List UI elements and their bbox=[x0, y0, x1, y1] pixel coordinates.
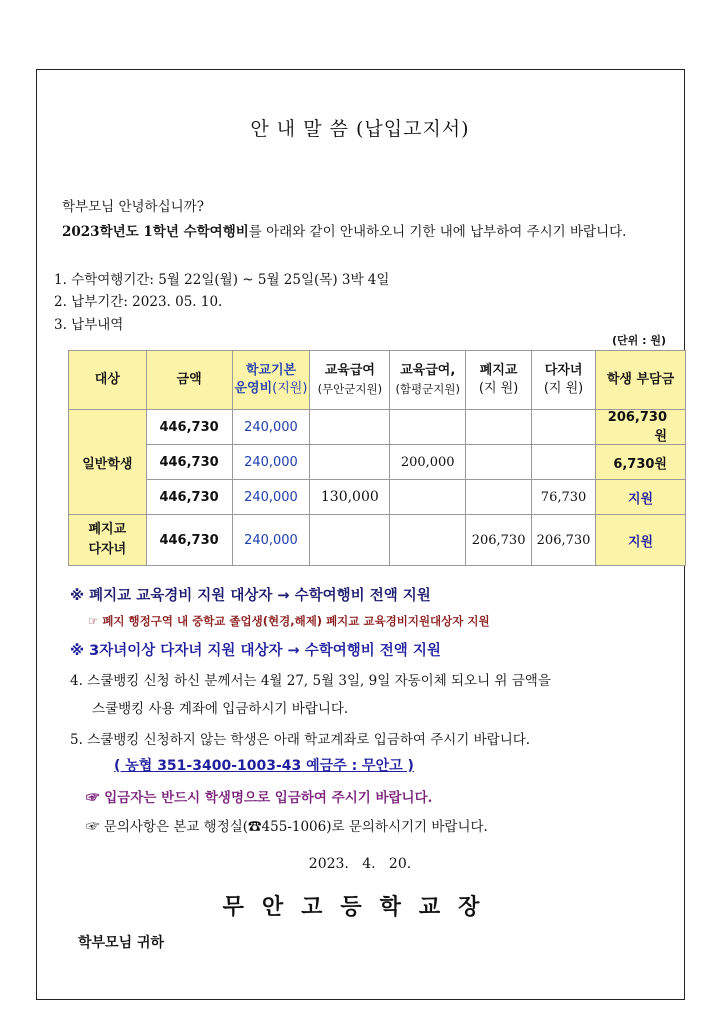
contact-note: ☞ 문의사항은 본교 행정실(☎455-1006)로 문의하시기기 바랍니다. bbox=[86, 819, 488, 835]
cell-closed bbox=[466, 445, 532, 480]
item-payment-period: 2. 납부기간: 2023. 05. 10. bbox=[54, 294, 223, 310]
cell-edu1: 130,000 bbox=[310, 480, 390, 515]
cell-multi: 76,730 bbox=[532, 480, 596, 515]
cell-multi bbox=[532, 445, 596, 480]
cell-amount: 446,730 bbox=[146, 480, 232, 515]
deposit-note: ☞ 입금자는 반드시 학생명으로 입금하여 주시기 바랍니다. bbox=[86, 790, 433, 806]
header-basic-line1: 학교기본 bbox=[245, 363, 297, 378]
header-multi bbox=[532, 351, 596, 410]
header-closed-line1: 폐지교 bbox=[479, 363, 518, 378]
recipient: 학부모님 귀하 bbox=[78, 935, 165, 951]
cell-student: 지원 bbox=[596, 515, 686, 566]
notice-date: 2023. 4. 20. bbox=[308, 856, 412, 872]
cell-amount: 446,730 bbox=[146, 515, 232, 566]
header-edu1 bbox=[310, 351, 390, 410]
school-principal: 무안고등학교장 bbox=[222, 894, 498, 920]
cell-amount: 446,730 bbox=[146, 410, 232, 445]
document-title: 안 내 말 씀 (납입고지서) bbox=[250, 118, 470, 140]
item-bank-transfer: 5. 스쿨뱅킹 신청하지 않는 학생은 아래 학교계좌로 입금하여 주시기 바랍니다. bbox=[70, 732, 531, 748]
header-closed-line2: (지 원) bbox=[478, 381, 519, 396]
header-basic-sub: (지원) bbox=[272, 381, 308, 396]
header-multi-line1: 다자녀 bbox=[544, 363, 583, 378]
header-closed bbox=[466, 351, 532, 410]
group-general: 일반학생 bbox=[69, 410, 147, 515]
unit-label: (단위 : 원) bbox=[612, 334, 666, 347]
cell-edu2: 200,000 bbox=[390, 445, 466, 480]
header-edu2-line2: (함평군지원) bbox=[395, 382, 460, 396]
table-header-row bbox=[69, 351, 686, 410]
cell-edu2 bbox=[390, 515, 466, 566]
header-edu1-line1: 교육급여 bbox=[324, 363, 375, 378]
cell-student: 206,730원 bbox=[596, 410, 686, 445]
cell-edu1 bbox=[310, 445, 390, 480]
cell-basic: 240,000 bbox=[232, 480, 310, 515]
intro-rest: 를 아래와 같이 안내하오니 기한 내에 납부하여 주시기 바랍니다. bbox=[248, 224, 627, 240]
bank-account: ( 농협 351-3400-1003-43 예금주 : 무안고 ) bbox=[114, 758, 414, 774]
cell-multi bbox=[532, 410, 596, 445]
table-row bbox=[69, 480, 686, 515]
table-row bbox=[69, 445, 686, 480]
note-closed-school: ※ 폐지교 교육경비 지원 대상자 → 수학여행비 전액 지원 bbox=[70, 588, 431, 604]
header-amount: 금액 bbox=[146, 351, 232, 410]
cell-edu2 bbox=[390, 410, 466, 445]
fee-table bbox=[68, 350, 686, 566]
note-multi-child: ※ 3자녀이상 다자녀 지원 대상자 → 수학여행비 전액 지원 bbox=[70, 643, 441, 659]
cell-basic: 240,000 bbox=[232, 445, 310, 480]
cell-edu1 bbox=[310, 515, 390, 566]
header-edu2-line1: 교육급여, bbox=[400, 363, 456, 378]
header-multi-line2: (지 원) bbox=[543, 381, 584, 396]
item-schoolbanking-line1: 4. 스쿨뱅킹 신청 하신 분께서는 4월 27, 5월 3일, 9일 자동이체 되오니 위 금액을 bbox=[70, 673, 551, 689]
header-basic-line2: 운영비 bbox=[234, 381, 273, 396]
greeting: 학부모님 안녕하십니까? bbox=[62, 199, 204, 215]
item-period: 1. 수학여행기간: 5월 22일(월) ~ 5월 25일(목) 3박 4일 bbox=[54, 272, 390, 288]
group-special-line2: 다자녀 bbox=[88, 542, 127, 557]
group-special-line1: 폐지교 bbox=[88, 522, 127, 537]
table-row bbox=[69, 410, 686, 445]
intro-text bbox=[62, 220, 626, 240]
cell-student: 6,730원 bbox=[596, 445, 686, 480]
cell-student: 지원 bbox=[596, 480, 686, 515]
cell-closed bbox=[466, 410, 532, 445]
header-edu1-line2: (무안군지원) bbox=[317, 382, 383, 396]
item-payment-details: 3. 납부내역 bbox=[54, 317, 124, 333]
header-edu2 bbox=[390, 351, 466, 410]
group-special bbox=[69, 515, 147, 566]
cell-closed bbox=[466, 480, 532, 515]
cell-basic: 240,000 bbox=[232, 515, 310, 566]
intro-year: 2023학년도 1학년 수학여행비 bbox=[62, 224, 249, 240]
cell-closed: 206,730 bbox=[466, 515, 532, 566]
table-row bbox=[69, 515, 686, 566]
header-target: 대상 bbox=[69, 351, 147, 410]
cell-edu1 bbox=[310, 410, 390, 445]
cell-multi: 206,730 bbox=[532, 515, 596, 566]
header-student: 학생 부담금 bbox=[596, 351, 686, 410]
header-basic bbox=[232, 351, 310, 410]
note-closed-school-sub: ☞ 폐지 행정구역 내 중학교 졸업생(현경,해제) 폐지교 교육경비지원대상자 지원 bbox=[88, 614, 490, 628]
item-schoolbanking-line2: 스쿨뱅킹 사용 계좌에 입금하시기 바랍니다. bbox=[92, 701, 349, 717]
cell-edu2 bbox=[390, 480, 466, 515]
cell-amount: 446,730 bbox=[146, 445, 232, 480]
cell-basic: 240,000 bbox=[232, 410, 310, 445]
